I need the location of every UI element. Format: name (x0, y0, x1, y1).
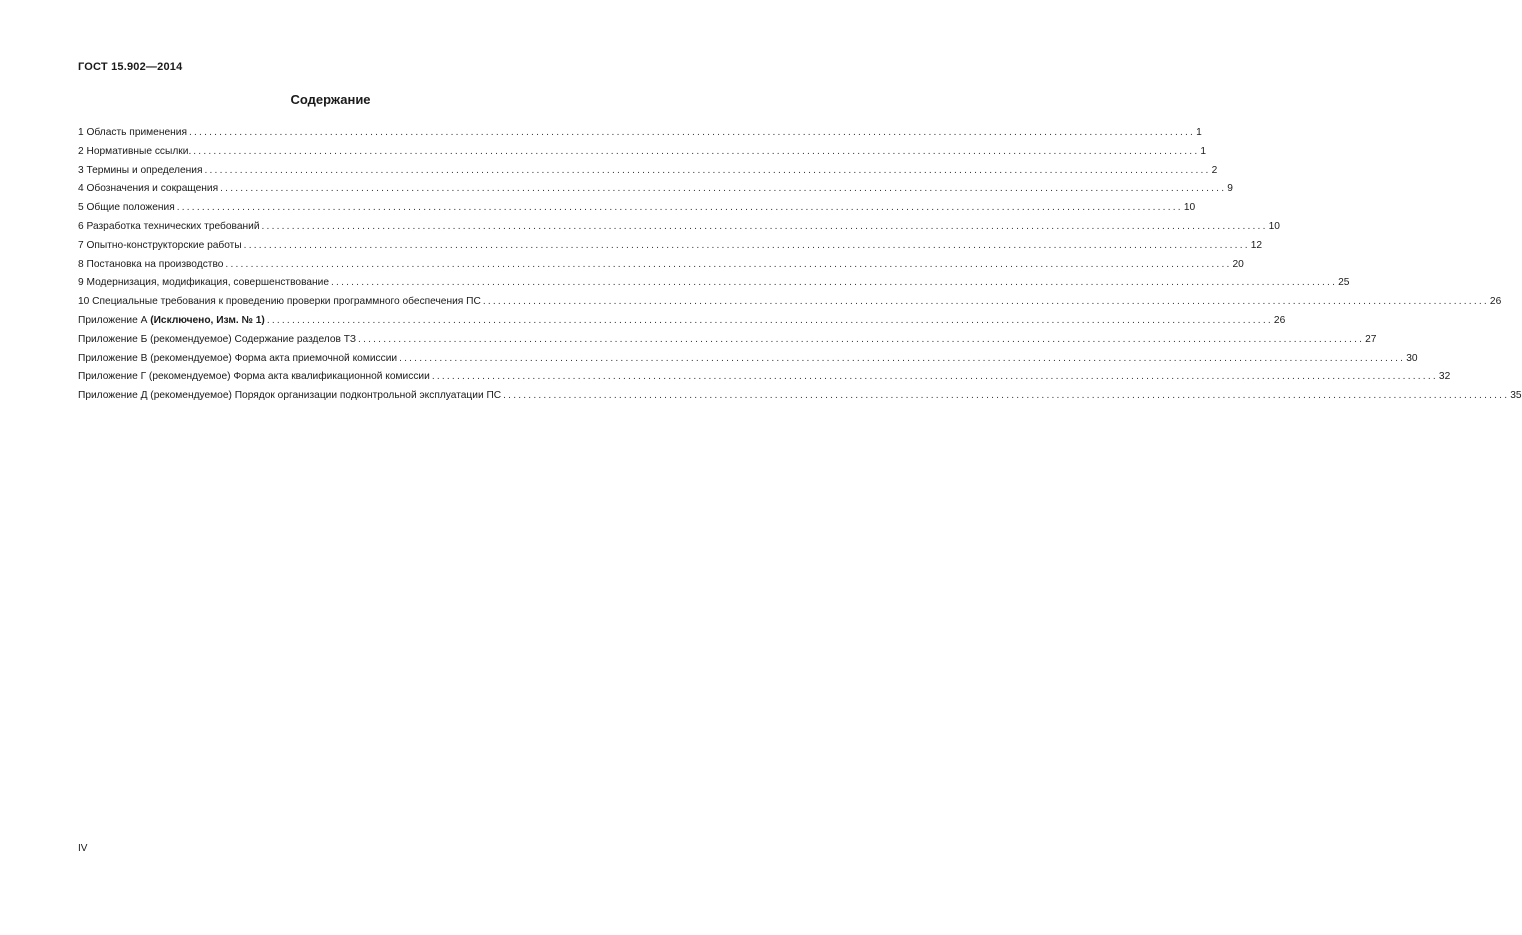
toc-leader-dots: ........................................................................................................................................................................................................ (503, 390, 1510, 402)
toc-leader-dots: ........................................................................................................................................................................................................ (399, 352, 1406, 364)
page-title: Содержание (290, 92, 371, 107)
toc-entry[interactable] (78, 218, 1280, 237)
toc-leader-dots: ........................................................................................................................................................................................................ (176, 202, 1183, 214)
toc-entry-page: 9 (1227, 183, 1233, 195)
toc-entry[interactable] (78, 256, 1244, 275)
page-number: IV (78, 843, 88, 854)
toc-leader-dots: ........................................................................................................................................................................................................ (266, 314, 1273, 326)
toc-entry[interactable] (78, 180, 1233, 199)
toc-entry-page: 32 (1438, 371, 1451, 383)
toc-entry-label: Приложение Г (рекомендуемое) Форма акта квалификационной комиссии (78, 371, 430, 383)
toc-entry-page: 10 (1183, 202, 1196, 214)
toc-entry[interactable] (78, 124, 1202, 143)
toc-leader-dots: ........................................................................................................................................................................................................ (331, 277, 1338, 289)
toc-entry-label: 2 Нормативные ссылки. (78, 145, 192, 157)
toc-leader-dots: ........................................................................................................................................................................................................ (358, 333, 1365, 345)
toc-entry-label: 10 Специальные требования к проведению проверки программного обеспечения ПС (78, 296, 481, 308)
toc-entry-label: 7 Опытно-конструкторские работы (78, 239, 242, 251)
toc-entry-label-text: Приложение А (78, 314, 151, 326)
toc-entry-page: 10 (1268, 220, 1280, 232)
toc-entry-page: 25 (1338, 277, 1350, 289)
toc-entry-label: 6 Разработка технических требований (78, 220, 260, 232)
toc-leader-dots: ........................................................................................................................................................................................................ (431, 371, 1438, 383)
toc-entry-page: 12 (1250, 239, 1263, 251)
table-of-contents (78, 124, 1522, 406)
toc-entry[interactable] (78, 143, 1207, 162)
toc-entry-label: Приложение Б (рекомендуемое) Содержание разделов ТЗ (78, 333, 357, 345)
toc-entry-label: 4 Обозначения и сокращения (78, 183, 219, 195)
toc-entry[interactable] (78, 368, 1451, 387)
toc-entry-page: 2 (1211, 164, 1218, 176)
toc-entry[interactable] (78, 274, 1350, 293)
toc-leader-dots: ........................................................................................................................................................................................................ (204, 164, 1211, 176)
toc-entry-label: 3 Термины и определения (78, 164, 203, 176)
toc-entry-label: 5 Общие положения (78, 202, 175, 214)
toc-entry-label: 1 Область применения (78, 127, 187, 138)
toc-leader-dots: ........................................................................................................................................................................................................ (220, 183, 1227, 195)
toc-leader-dots: ........................................................................................................................................................................................................ (243, 239, 1250, 251)
toc-entry-label: 8 Постановка на производство (78, 258, 224, 270)
document-header: ГОСТ 15.902—2014 (78, 61, 183, 73)
toc-entry-label: Приложение Д (рекомендуемое) Порядок организации подконтрольной эксплуатации ПС (78, 390, 502, 402)
toc-entry-page: 30 (1406, 352, 1418, 364)
toc-leader-dots: ........................................................................................................................................................................................................ (188, 127, 1196, 138)
toc-leader-dots: ........................................................................................................................................................................................................ (225, 258, 1232, 270)
toc-entry[interactable] (78, 387, 1522, 406)
toc-entry[interactable] (78, 331, 1377, 350)
toc-entry-page: 1 (1200, 145, 1207, 157)
toc-entry-label: 9 Модернизация, модификация, совершенствование (78, 277, 330, 289)
toc-entry-label (78, 312, 267, 331)
toc-leader-dots: ........................................................................................................................................................................................................ (482, 296, 1489, 308)
toc-entry-page: 20 (1232, 258, 1244, 270)
toc-entry[interactable] (78, 350, 1418, 369)
toc-entry-page: 26 (1273, 314, 1286, 326)
toc-entry-page: 27 (1365, 333, 1377, 345)
toc-entry[interactable] (78, 312, 1286, 331)
toc-entry-label-bold: (Исключено, Изм. № 1) (150, 314, 265, 326)
toc-leader-dots: ........................................................................................................................................................................................................ (261, 220, 1268, 232)
toc-entry-label: Приложение В (рекомендуемое) Форма акта приемочной комиссии (78, 352, 398, 364)
toc-entry-page: 1 (1196, 127, 1202, 138)
toc-entry[interactable] (78, 293, 1502, 312)
toc-entry-page: 35 (1510, 390, 1522, 402)
toc-entry-page: 26 (1489, 296, 1502, 308)
toc-leader-dots: ........................................................................................................................................................................................................ (193, 145, 1200, 157)
toc-entry[interactable] (78, 237, 1263, 256)
toc-entry[interactable] (78, 162, 1218, 181)
toc-entry[interactable] (78, 199, 1196, 218)
